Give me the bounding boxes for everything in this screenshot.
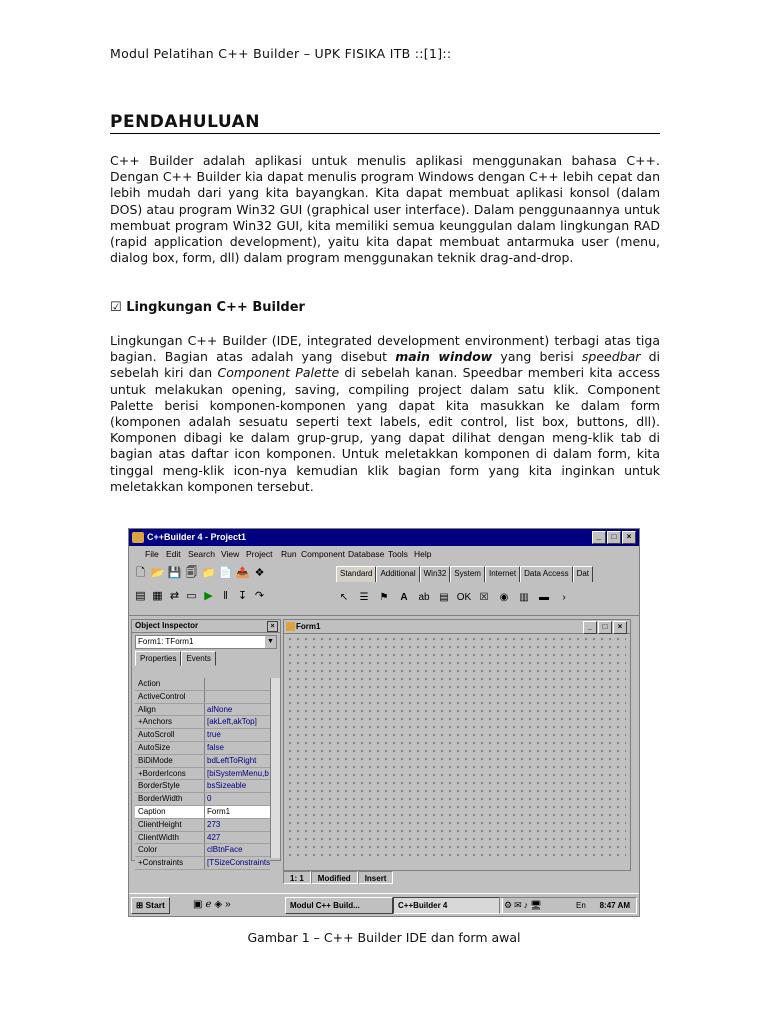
form-designer [283,619,631,871]
listbox-icon: ▥ [519,592,529,603]
tray-icons: ⚙✉♪🖥 [504,900,544,910]
help-icon: ❖ [254,567,265,579]
property-row [135,755,270,768]
main-menu-icon: ☰ [359,592,369,603]
em-main-window: main window [395,349,493,365]
view-form-icon: ▦ [152,590,163,602]
inspector-scrollbar [270,678,280,858]
ide-menu-bar [129,547,639,561]
close-icon: × [267,621,278,632]
tab-additional: Additional [376,566,419,582]
new-icon: 🗋 [136,567,145,579]
section-heading [110,300,305,315]
speedbar-row-2 [133,589,269,607]
para-text: di sebelah kanan. Speedbar memberi kita access untuk melakukan opening, saving, compiling project dalam satu klik. Component Palette berisi komponen-komponen yang dapat kita masukkan ke dalam form (komponen adalah sesuatu seperti text labels, edit control, list box, buttons, dll). Komponen dibagi ke dalam grup-grup, yang dapat dilihat dengan meng-klik tab di bagian atas daftar icon komponen. Untuk meletakkan komponen di dalam form, kita tinggal meng-klik icon-nya kemudian klik bagian form yang kita inginkan untuk meletakkan komponen tersebut. [110,365,660,494]
property-name: BorderWidth [135,793,205,805]
start-label: Start [145,900,165,910]
component-palette-icons [336,587,636,609]
button-icon: OK [456,592,472,603]
tab-win32: Win32 [420,566,451,582]
property-name: ClientHeight [135,819,205,831]
property-name: BorderStyle [135,780,205,792]
menu-view: View [221,549,240,559]
menu-run: Run [281,549,297,559]
menu-component: Component [301,549,345,559]
add-file-icon: 📄 [218,567,233,579]
component-palette-tabs [336,566,593,582]
ide-window-title: C++Builder 4 - Project1 [147,532,247,542]
property-row [135,742,270,755]
editor-status-bar [283,871,629,884]
property-row [135,729,270,742]
property-list [135,678,270,870]
toggle-icon: ⇄ [169,590,180,602]
property-row [135,768,270,781]
new-form-icon: ▭ [186,590,197,602]
popup-menu-icon: ⚑ [379,592,389,603]
para-text: yang berisi [492,349,582,365]
title-rule [110,133,660,134]
property-value: 427 [207,832,221,842]
save-all-icon: 🗐 [186,567,197,579]
property-name: BiDiMode [135,755,205,767]
menu-edit: Edit [166,549,181,559]
object-inspector [131,619,281,868]
form-design-grid [286,635,626,857]
property-value: false [207,742,224,752]
desktop-icon: ▣ [193,899,206,910]
menu-database: Database [348,549,385,559]
property-value: [akLeft,akTop] [207,717,257,727]
property-row [135,704,270,717]
channel-icon: ◈ [214,899,226,910]
tab-data-access: Data Access [520,566,572,582]
start-button [131,897,170,914]
system-tray [499,897,637,914]
property-row [135,832,270,845]
inspector-tabs [135,651,277,666]
trace-into-icon: ↧ [237,590,248,602]
combobox-icon: ▬ [539,592,549,603]
browser-icon: ℯ [205,899,215,910]
close-icon: × [622,531,636,544]
property-name: Align [135,704,205,716]
maximize-icon: □ [607,531,621,544]
ide-screenshot [128,528,640,917]
checkbox-component-icon: ☒ [479,592,489,603]
tab-internet: Internet [485,566,520,582]
para-text: di sebelah kiri dan [110,349,661,381]
page-header: Modul Pelatihan C++ Builder – UPK FISIKA ITB ::[1]:: [110,46,452,61]
property-row [135,691,270,704]
windows-logo-icon: ⊞ [136,900,144,910]
property-row-selected [135,806,270,819]
label-icon: A [400,592,408,603]
remove-file-icon: 📤 [235,567,250,579]
property-row [135,678,270,691]
builder-app-icon [132,532,144,543]
property-name: +Constraints [135,857,205,869]
property-name: ActiveControl [135,691,205,703]
minimize-icon: _ [592,531,606,544]
property-row [135,780,270,793]
property-value [205,678,270,690]
property-name: Action [135,678,205,690]
para-text: Lingkungan C++ Builder (IDE, integrated development environment) terbagi atas tiga bagian. Bagian atas adalah yang disebut [110,333,660,365]
property-value: clBtnFace [207,845,243,855]
menu-file: File [145,549,159,559]
ide-title-bar [129,529,639,546]
property-row [135,716,270,729]
open-icon: 📂 [150,567,165,579]
property-name: +BorderIcons [135,768,205,780]
pause-icon: ‖ [223,590,228,602]
run-icon: ▶ [204,590,213,602]
menu-project: Project [246,549,273,559]
object-inspector-title: Object Inspector [135,621,199,630]
menu-tools: Tools [388,549,408,559]
section-paragraph [110,333,660,495]
tab-standard: Standard [336,566,376,582]
property-value: 0 [207,794,212,804]
figure-caption: Gambar 1 – C++ Builder IDE dan form awal [247,930,521,945]
overflow-icon: » [225,899,234,910]
maximize-icon: □ [598,621,612,634]
page-title: PENDAHULUAN [110,112,260,132]
memo-icon: ▤ [439,592,449,603]
toolbar-separator [129,615,639,616]
windows-taskbar [129,893,639,916]
chevron-down-icon: ▼ [265,636,276,648]
property-value: Form1 [205,806,270,818]
property-name: Caption [135,806,205,818]
edit-icon: ab [418,592,430,603]
scroll-right-icon: › [562,592,566,603]
clock: 8:47 AM [599,901,630,910]
tab-system: System [450,566,485,582]
property-name: AutoSize [135,742,205,754]
object-inspector-title-bar [132,620,280,633]
pointer-icon: ↖ [339,592,349,603]
property-name: +Anchors [135,716,205,728]
section-heading-text: Lingkungan C++ Builder [126,300,305,315]
object-selector-value: Form1: TForm1 [138,637,194,646]
form-title-bar [284,620,630,634]
save-icon: 💾 [167,567,182,579]
open-project-icon: 📁 [201,567,216,579]
task-cpp-builder: C++Builder 4 [393,897,503,914]
language-indicator: En [576,901,586,910]
quick-launch [193,899,234,910]
property-value: bsSizeable [207,781,247,791]
property-value: alNone [207,704,233,714]
task-modul: Modul C++ Build... [285,897,393,914]
view-unit-icon: ▤ [135,590,146,602]
property-value: 273 [207,819,221,829]
em-component-palette: Component Palette [217,365,340,381]
step-over-icon: ↷ [254,590,265,602]
checkbox-icon: ☑ [110,300,122,315]
em-speedbar: speedbar [581,349,641,365]
minimize-icon: _ [583,621,597,634]
property-row [135,819,270,832]
menu-help: Help [414,549,432,559]
radio-button-icon: ◉ [499,592,509,603]
property-name: AutoScroll [135,729,205,741]
property-name: ClientWidth [135,832,205,844]
tab-events: Events [181,651,215,666]
modified-status: Modified [311,871,358,884]
insert-status: Insert [358,871,394,884]
cursor-position: 1: 1 [283,871,311,884]
property-row [135,793,270,806]
menu-search: Search [188,549,215,559]
property-value: [TSizeConstraints [207,858,270,868]
form-title: Form1 [296,622,321,631]
tab-properties: Properties [135,651,181,666]
property-row [135,857,270,870]
speedbar-row-1 [133,566,269,584]
intro-paragraph: C++ Builder adalah aplikasi untuk menulis aplikasi menggunakan bahasa C++. Dengan C++ Builder kia dapat menulis program Windows dengan C++ lebih cepat dan lebih mudah dari yang kita bayangkan. Kita dapat membuat aplikasi konsol (dalam DOS) atau program Win32 GUI (graphical user interface). Dalam penggunaannya untuk membuat program Win32 GUI, kita memiliki semua keunggulan dalam lingkungan RAD (rapid application development), yaitu kita dapat membuat antarmuka user (menu, dialog box, form, dll) dalam program menggunakan teknik drag-and-drop. [110,153,660,266]
close-icon: × [613,621,627,634]
property-value: bdLeftToRight [207,755,257,765]
property-name: Color [135,844,205,856]
tab-data-controls: Dat [573,566,593,582]
property-value: true [207,730,221,740]
form-icon [286,622,295,631]
property-row [135,844,270,857]
object-selector [135,635,277,649]
property-value: [biSystemMenu,b [207,768,269,778]
property-value [205,691,270,703]
